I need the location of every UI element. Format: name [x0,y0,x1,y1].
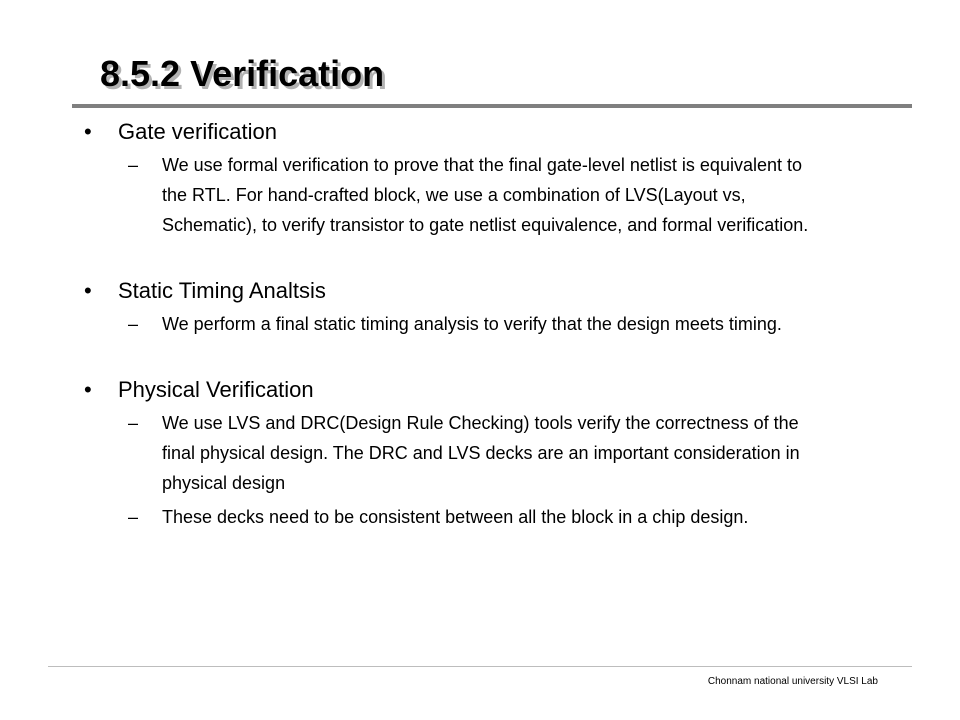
footer-text: Chonnam national university VLSI Lab [707,676,878,687]
section-static-timing [84,276,914,339]
bullet-marker: • [84,119,92,144]
title-underline [72,104,912,108]
bullet-heading [84,375,914,405]
dash-marker: – [128,507,139,527]
sub-bullet [84,408,822,498]
section-gate-verification [84,117,914,240]
sub-bullet [84,150,822,240]
sub-bullet-text: These decks need to be consistent between all the block in a chip design. [162,507,749,527]
sub-bullet [84,502,822,532]
bullet-marker: • [84,278,92,303]
bullet-heading [84,276,914,306]
bullet-marker: • [84,377,92,402]
slide-body [84,117,914,532]
footer-divider [48,666,912,667]
sub-bullet-text: We use formal verification to prove that the final gate-level netlist is equivalent to the RTL. For hand-crafted block, we use a combination of LVS(Layout vs, Schematic), to verify transistor to gate netlist equivalence, and formal verification. [162,155,809,235]
bullet-heading-text: Static Timing Analtsis [118,278,326,303]
sub-bullet-text: We use LVS and DRC(Design Rule Checking) tools verify the correctness of the final physical design. The DRC and LVS decks are an important consideration in physical design [162,413,800,493]
dash-marker: – [128,314,139,334]
sub-bullet [84,309,822,339]
sub-bullet-text: We perform a final static timing analysis to verify that the design meets timing. [162,314,782,334]
dash-marker: – [128,155,139,175]
slide-title: 8.5.2 Verification [100,53,385,94]
dash-marker: – [128,413,139,433]
section-physical-verification [84,375,914,532]
bullet-heading-text: Physical Verification [118,377,314,402]
bullet-heading [84,117,914,147]
bullet-heading-text: Gate verification [118,119,277,144]
